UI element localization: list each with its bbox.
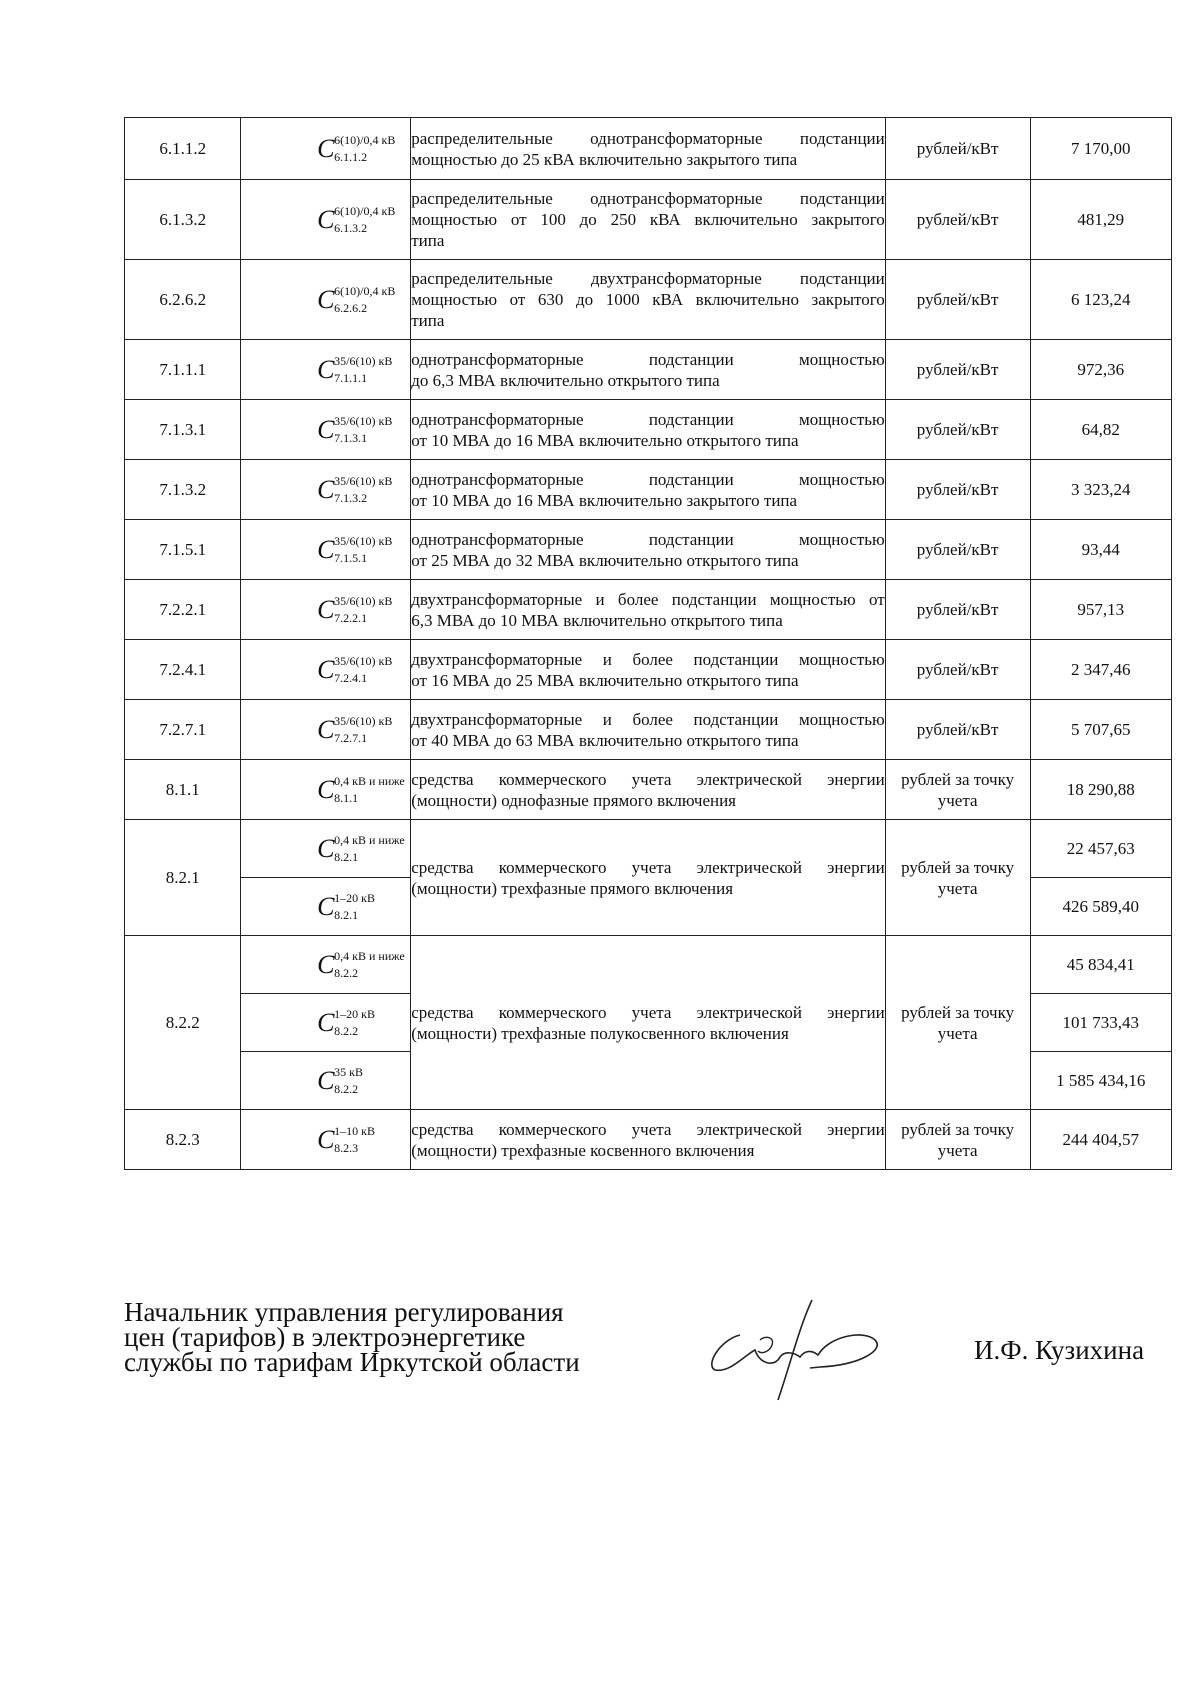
unit-cell [885, 760, 1030, 820]
unit-cell [885, 936, 1030, 1110]
symbol-superscript: 35 кВ [334, 1064, 364, 1079]
value-cell: 1 585 434,16 [1030, 1052, 1172, 1110]
table-row [125, 820, 1172, 878]
description-line: от 10 МВА до 16 МВА включительно открытого типа [411, 430, 799, 450]
tariff-symbol: C 35/6(10) кВ 7.2.4.1 [317, 653, 393, 685]
value-cell: 22 457,63 [1030, 820, 1172, 878]
description-line: распределительные однотрансформаторные подстанции [411, 189, 885, 208]
table-row [125, 700, 1172, 760]
description-line: мощностью от 630 до 1000 кВА включительно закрытого [411, 290, 885, 309]
description-line: типа [411, 311, 445, 330]
symbol-subscript: 8.2.1 [334, 849, 359, 864]
table-row [125, 400, 1172, 460]
position-line: Начальник управления регулирования [124, 1297, 564, 1327]
description-line: (мощности) трехфазные полукосвенного включения [411, 1023, 789, 1043]
symbol-superscript: 35/6(10) кВ [334, 593, 393, 608]
table-row [125, 260, 1172, 340]
table-row [125, 180, 1172, 260]
unit-line: рублей за точку [901, 857, 1015, 877]
value-cell: 93,44 [1030, 520, 1172, 580]
unit-cell: рублей/кВт [885, 640, 1030, 700]
description-line: от 25 МВА до 32 МВА включительно открытого типа [411, 550, 799, 570]
description-line: средства коммерческого учета электрической энергии [411, 1002, 885, 1022]
table-row [125, 118, 1172, 180]
signature-position [124, 1297, 580, 1377]
description-line: однотрансформаторные подстанции мощностью [411, 469, 885, 489]
value-cell: 45 834,41 [1030, 936, 1172, 994]
item-code: 8.2.3 [125, 1110, 241, 1170]
value-cell: 481,29 [1030, 180, 1172, 260]
item-code: 7.2.4.1 [125, 640, 241, 700]
tariff-symbol: C 6(10)/0,4 кВ 6.1.1.2 [317, 132, 396, 164]
symbol-superscript: 35/6(10) кВ [334, 533, 393, 548]
description-cell [411, 180, 886, 260]
unit-cell [885, 820, 1030, 936]
table-row [125, 936, 1172, 994]
description-line: (мощности) однофазные прямого включения [411, 790, 737, 810]
table-row [125, 640, 1172, 700]
description-line: от 16 МВА до 25 МВА включительно открытого типа [411, 670, 799, 690]
symbol-subscript: 8.2.2 [334, 965, 359, 980]
description-cell [411, 640, 886, 700]
table-row [125, 340, 1172, 400]
item-code: 6.2.6.2 [125, 260, 241, 340]
table-row [125, 1110, 1172, 1170]
description-cell [411, 820, 886, 936]
description-line: двухтрансформаторные и более подстанции мощностью [411, 649, 885, 669]
symbol-superscript: 1–20 кВ [334, 1006, 376, 1021]
tariff-symbol: C 0,4 кВ и ниже 8.1.1 [317, 773, 405, 805]
description-cell [411, 1110, 886, 1170]
tariff-symbol: C 6(10)/0,4 кВ 6.1.3.2 [317, 203, 396, 235]
unit-cell: рублей/кВт [885, 400, 1030, 460]
description-line: распределительные однотрансформаторные подстанции [411, 128, 885, 148]
tariff-symbol: C 35/6(10) кВ 7.1.3.1 [317, 413, 393, 445]
value-cell: 3 323,24 [1030, 460, 1172, 520]
tariff-symbol: C 35 кВ 8.2.2 [317, 1064, 364, 1096]
table-row [125, 580, 1172, 640]
symbol-subscript: 8.2.1 [334, 907, 359, 922]
description-cell [411, 700, 886, 760]
unit-line: учета [937, 1140, 978, 1160]
value-cell: 5 707,65 [1030, 700, 1172, 760]
description-line: (мощности) трехфазные косвенного включения [411, 1140, 755, 1160]
unit-cell: рублей/кВт [885, 520, 1030, 580]
value-cell: 426 589,40 [1030, 878, 1172, 936]
item-code: 6.1.1.2 [125, 118, 241, 180]
tariff-symbol: C 35/6(10) кВ 7.2.2.1 [317, 593, 393, 625]
symbol-superscript: 0,4 кВ и ниже [334, 832, 405, 847]
symbol-superscript: 35/6(10) кВ [334, 713, 393, 728]
unit-cell: рублей/кВт [885, 340, 1030, 400]
symbol-superscript: 6(10)/0,4 кВ [334, 132, 396, 147]
unit-line: рублей за точку [901, 769, 1015, 789]
symbol-superscript: 0,4 кВ и ниже [334, 948, 405, 963]
description-line: однотрансформаторные подстанции мощностью [411, 409, 885, 429]
description-line: от 40 МВА до 63 МВА включительно открытого типа [411, 730, 799, 750]
table-row [125, 460, 1172, 520]
tariff-symbol: C 1–20 кВ 8.2.1 [317, 890, 376, 922]
tariff-symbol: C 0,4 кВ и ниже 8.2.1 [317, 832, 405, 864]
tariff-symbol: C 35/6(10) кВ 7.1.3.2 [317, 473, 393, 505]
description-cell [411, 400, 886, 460]
value-cell: 101 733,43 [1030, 994, 1172, 1052]
unit-line: учета [937, 1023, 978, 1043]
description-cell [411, 118, 886, 180]
value-cell: 957,13 [1030, 580, 1172, 640]
symbol-superscript: 0,4 кВ и ниже [334, 773, 405, 788]
symbol-subscript: 8.2.2 [334, 1023, 359, 1038]
item-code: 7.1.3.1 [125, 400, 241, 460]
value-cell: 18 290,88 [1030, 760, 1172, 820]
description-cell [411, 260, 886, 340]
symbol-subscript: 7.1.1.1 [334, 370, 368, 385]
symbol-superscript: 6(10)/0,4 кВ [334, 203, 396, 218]
item-code: 7.1.3.2 [125, 460, 241, 520]
table-row [125, 760, 1172, 820]
unit-line: учета [937, 878, 978, 898]
handwritten-signature [700, 1295, 900, 1405]
unit-line: рублей за точку [901, 1119, 1015, 1139]
description-line: 6,3 МВА до 10 МВА включительно открытого типа [411, 610, 783, 630]
unit-cell: рублей/кВт [885, 580, 1030, 640]
description-cell [411, 340, 886, 400]
description-line: мощностью от 100 до 250 кВА включительно закрытого [411, 210, 885, 229]
description-cell [411, 936, 886, 1110]
symbol-subscript: 8.2.2 [334, 1081, 359, 1096]
description-line: однотрансформаторные подстанции мощностью [411, 529, 885, 549]
tariff-symbol: C 35/6(10) кВ 7.2.7.1 [317, 713, 393, 745]
item-code: 7.2.2.1 [125, 580, 241, 640]
description-line: средства коммерческого учета электрической энергии [411, 1119, 885, 1139]
description-line: от 10 МВА до 16 МВА включительно закрытого типа [411, 490, 798, 510]
symbol-superscript: 35/6(10) кВ [334, 473, 393, 488]
tariff-symbol: C 1–20 кВ 8.2.2 [317, 1006, 376, 1038]
symbol-superscript: 6(10)/0,4 кВ [334, 283, 396, 298]
symbol-superscript: 35/6(10) кВ [334, 653, 393, 668]
position-line: службы по тарифам Иркутской области [124, 1347, 580, 1377]
symbol-subscript: 7.1.3.2 [334, 490, 368, 505]
description-cell [411, 580, 886, 640]
description-cell [411, 520, 886, 580]
description-line: однотрансформаторные подстанции мощностью [411, 349, 885, 369]
description-line: двухтрансформаторные и более подстанции мощностью от [411, 589, 885, 609]
tariff-table [124, 117, 1172, 1170]
tariff-symbol: C 1–10 кВ 8.2.3 [317, 1123, 376, 1155]
description-line: распределительные двухтрансформаторные подстанции [411, 269, 885, 288]
value-cell: 972,36 [1030, 340, 1172, 400]
unit-line: учета [937, 790, 978, 810]
item-code: 8.2.2 [125, 936, 241, 1110]
description-line: мощностью до 25 кВА включительно закрытого типа [411, 149, 798, 169]
tariff-symbol: C 35/6(10) кВ 7.1.5.1 [317, 533, 393, 565]
position-line: цен (тарифов) в электроэнергетике [124, 1322, 526, 1352]
symbol-subscript: 7.1.3.1 [334, 430, 368, 445]
symbol-superscript: 35/6(10) кВ [334, 353, 393, 368]
table-row [125, 520, 1172, 580]
value-cell: 7 170,00 [1030, 118, 1172, 180]
description-line: до 6,3 МВА включительно открытого типа [411, 370, 720, 390]
description-line: средства коммерческого учета электрической энергии [411, 857, 885, 877]
unit-cell: рублей/кВт [885, 260, 1030, 340]
item-code: 7.2.7.1 [125, 700, 241, 760]
value-cell: 244 404,57 [1030, 1110, 1172, 1170]
item-code: 7.1.5.1 [125, 520, 241, 580]
value-cell: 6 123,24 [1030, 260, 1172, 340]
tariff-symbol: C 0,4 кВ и ниже 8.2.2 [317, 948, 405, 980]
value-cell: 64,82 [1030, 400, 1172, 460]
symbol-superscript: 1–20 кВ [334, 890, 376, 905]
unit-cell [885, 1110, 1030, 1170]
symbol-subscript: 7.2.4.1 [334, 670, 368, 685]
unit-cell: рублей/кВт [885, 180, 1030, 260]
description-line: средства коммерческого учета электрической энергии [411, 769, 885, 789]
value-cell: 2 347,46 [1030, 640, 1172, 700]
unit-cell: рублей/кВт [885, 700, 1030, 760]
unit-line: рублей за точку [901, 1002, 1015, 1022]
symbol-superscript: 1–10 кВ [334, 1123, 376, 1138]
item-code: 6.1.3.2 [125, 180, 241, 260]
symbol-subscript: 7.2.2.1 [334, 610, 368, 625]
symbol-subscript: 6.2.6.2 [334, 300, 368, 315]
symbol-subscript: 6.1.1.2 [334, 149, 368, 164]
unit-cell: рублей/кВт [885, 460, 1030, 520]
item-code: 7.1.1.1 [125, 340, 241, 400]
symbol-subscript: 8.1.1 [334, 790, 359, 805]
description-line: двухтрансформаторные и более подстанции мощностью [411, 709, 885, 729]
item-code: 8.1.1 [125, 760, 241, 820]
symbol-subscript: 8.2.3 [334, 1140, 359, 1155]
item-code: 8.2.1 [125, 820, 241, 936]
symbol-subscript: 6.1.3.2 [334, 220, 368, 235]
signer-name: И.Ф. Кузихина [974, 1335, 1145, 1365]
tariff-symbol: C 35/6(10) кВ 7.1.1.1 [317, 353, 393, 385]
description-line: (мощности) трехфазные прямого включения [411, 878, 734, 898]
unit-cell: рублей/кВт [885, 118, 1030, 180]
description-cell [411, 460, 886, 520]
description-cell [411, 760, 886, 820]
description-line: типа [411, 231, 445, 250]
symbol-subscript: 7.1.5.1 [334, 550, 368, 565]
tariff-symbol: C 6(10)/0,4 кВ 6.2.6.2 [317, 283, 396, 315]
symbol-superscript: 35/6(10) кВ [334, 413, 393, 428]
symbol-subscript: 7.2.7.1 [334, 730, 368, 745]
